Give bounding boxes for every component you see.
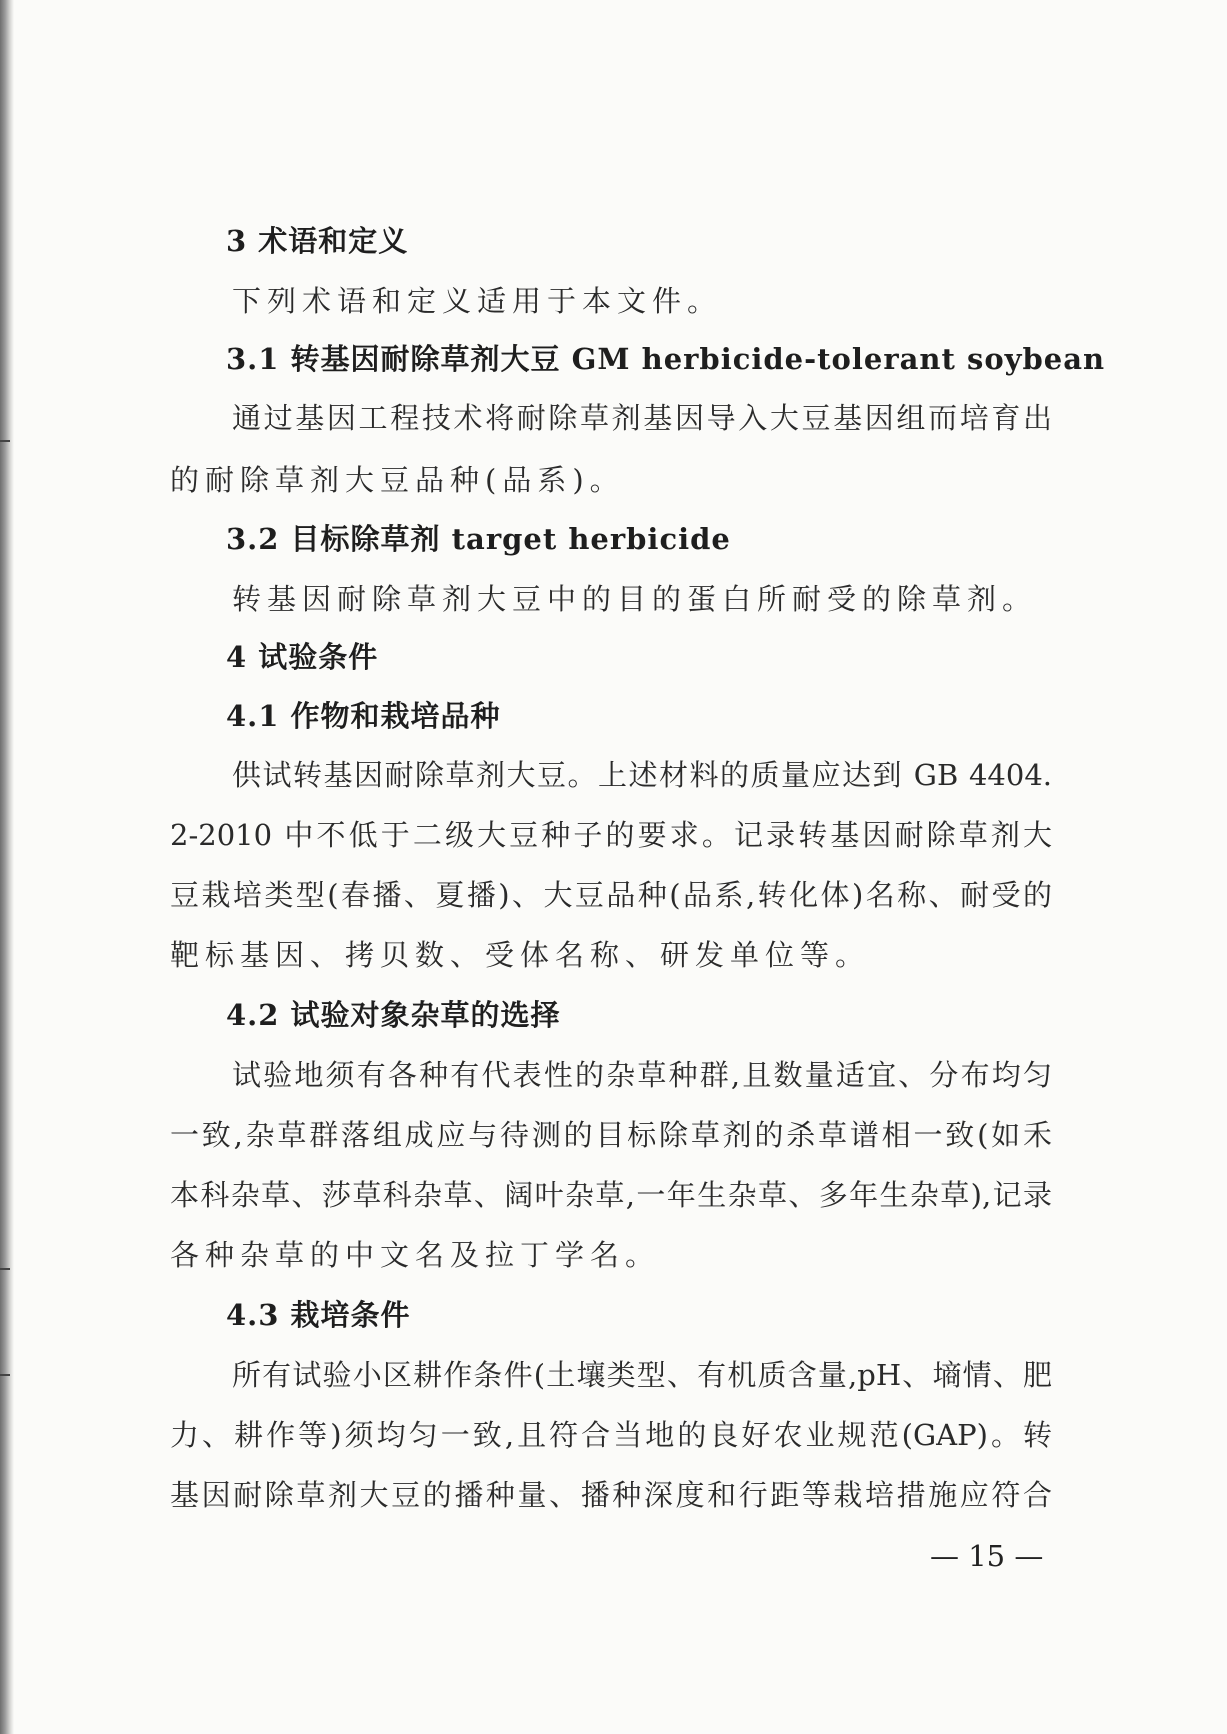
subsection-4-2-heading: 4.2 试验对象杂草的选择 — [226, 998, 561, 1032]
paragraph-4-1-line: 供试转基因耐除草剂大豆。上述材料的质量应达到 GB 4404. — [232, 758, 1052, 792]
paragraph-4-2-line: 试验地须有各种有代表性的杂草种群,且数量适宜、分布均匀 — [232, 1058, 1052, 1092]
term-3-2-definition: 转基因耐除草剂大豆中的目的蛋白所耐受的除草剂。 — [232, 582, 1038, 616]
paragraph-4-3-line: 力、耕作等)须均匀一致,且符合当地的良好农业规范(GAP)。转 — [170, 1418, 1052, 1452]
paragraph-4-1-line: 靶标基因、拷贝数、受体名称、研发单位等。 — [170, 938, 871, 972]
paragraph-4-3-line: 所有试验小区耕作条件(土壤类型、有机质含量,pH、墒情、肥 — [232, 1358, 1052, 1392]
paragraph-4-1-line: 2-2010 中不低于二级大豆种子的要求。记录转基因耐除草剂大 — [170, 818, 1052, 852]
section-4-heading: 4 试验条件 — [226, 640, 379, 674]
section-3-intro: 下列术语和定义适用于本文件。 — [232, 284, 723, 318]
term-3-1-definition-line: 通过基因工程技术将耐除草剂基因导入大豆基因组而培育出 — [232, 401, 1052, 435]
paragraph-4-1-line: 豆栽培类型(春播、夏播)、大豆品种(品系,转化体)名称、耐受的 — [170, 878, 1052, 912]
paragraph-4-2-line: 本科杂草、莎草科杂草、阔叶杂草,一年生杂草、多年生杂草),记录 — [170, 1178, 1052, 1212]
paragraph-4-2-line: 各种杂草的中文名及拉丁学名。 — [170, 1238, 661, 1272]
term-3-1-heading: 3.1 转基因耐除草剂大豆 GM herbicide-tolerant soybean — [226, 342, 1106, 376]
subsection-4-3-heading: 4.3 栽培条件 — [226, 1298, 411, 1332]
paragraph-4-2-line: 一致,杂草群落组成应与待测的目标除草剂的杀草谱相一致(如禾 — [170, 1118, 1052, 1152]
section-3-heading: 3 术语和定义 — [226, 224, 409, 258]
page-number: — 15 — — [930, 1539, 1044, 1573]
paragraph-4-3-line: 基因耐除草剂大豆的播种量、播种深度和行距等栽培措施应符合 — [170, 1478, 1052, 1512]
subsection-4-1-heading: 4.1 作物和栽培品种 — [226, 699, 501, 733]
term-3-1-definition-line: 的耐除草剂大豆品种(品系)。 — [170, 463, 625, 497]
term-3-2-heading: 3.2 目标除草剂 target herbicide — [226, 522, 731, 556]
